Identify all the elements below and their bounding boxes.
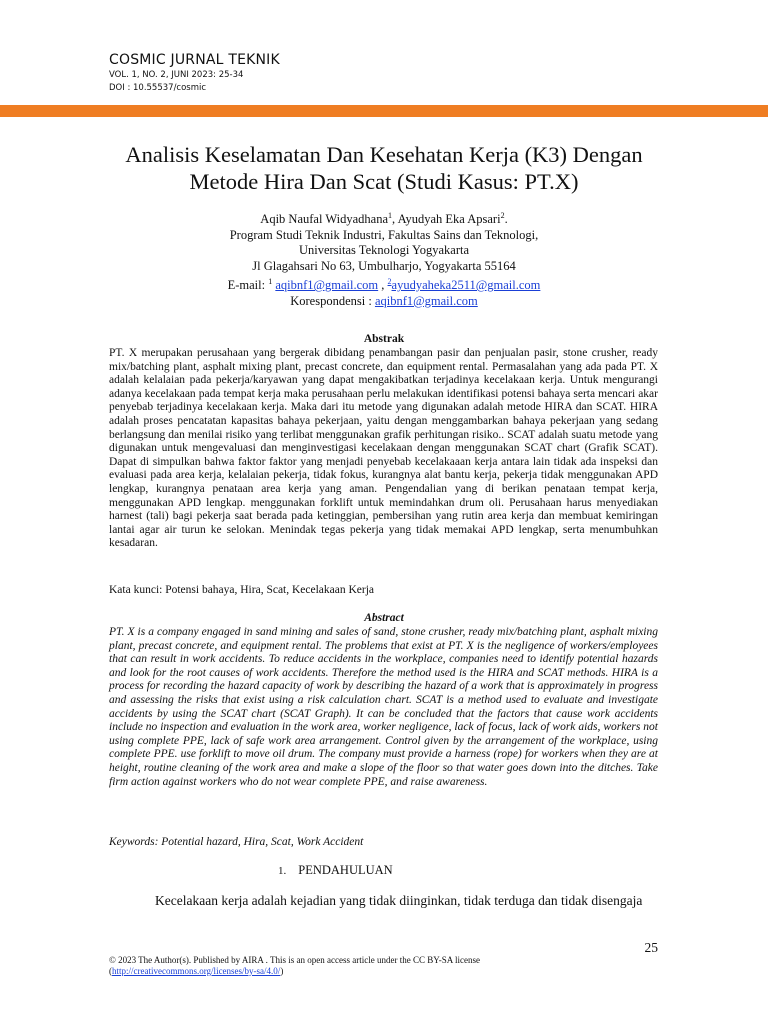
email-label: E-mail: [227, 278, 269, 293]
affiliation-line1: Program Studi Teknik Industri, Fakultas Sains dan Teknologi, [229, 227, 539, 242]
license-footer [109, 955, 480, 977]
section-title: PENDAHULUAN [298, 863, 393, 877]
abstract-heading: Abstract [364, 612, 404, 624]
author-separator: , [392, 212, 398, 227]
email-1-link[interactable]: aqibnf1@gmail.com [275, 278, 379, 293]
license-text: © 2023 The Author(s). Published by AIRA . This is an open access article under the CC BY-SA license [109, 955, 480, 965]
journal-header [109, 52, 280, 94]
section-number: 1. [278, 865, 287, 877]
email-line [60, 274, 708, 294]
author-end: . [504, 212, 508, 227]
author-block [60, 208, 708, 309]
abstract-keywords: Keywords: Potential hazard, Hira, Scat, Work Accident [109, 836, 364, 848]
abstrak-body: PT. X merupakan perusahaan yang bergerak dibidang penambangan pasir dan penjualan pasir, stone crusher, ready mix/batching plant, asphalt mixing plant, precast concrete, dan equipment rental. Permasalahan yang ada pada PT. X adalah kelalaian pada pekerja/karyawan yang dapat mengakibatkan terjadinya kecelakaan kerja. Untuk mengurangi adanya kecelakaan pada tempat kerja maka perusahaan perlu melakukan identifikasi potensi bahaya serta mencari akar penyebab terjadinya kecelakaan kerja. Maka dari itu metode yang digunakan adalah metode HIRA dan SCAT. HIRA adalah proses pencatatan kapasitas bahaya pekerjaan, yaitu dengan menggambarkan bahaya pekerjaan yang sedang berlangsung dan menilai risiko yang terlibat menggunakan grafik perhitungan risiko.. SCAT adalah suatu metode yang digunakan untuk mengevaluasi dan menginvestigasi kecelakaan dengan menggunakan SCAT chart (Grafik SCAT). Dapat di simpulkan bahwa faktor faktor yang menjadi penyebab kecelakaaan kerja antara lain tidak ada inspeksi dan evaluasi pada area kerja, kelalaian pekerja, tidak fokus, kurangnya alat bantu kerja, pekerja tidak menggunakan APD lengkap, kurangnya penataan area kerja yang aman. Pengendalian yang di berikan penataan tempat kerja, menggunakan APD lengkap. menggunakan forklift untuk memindahkan drum oli. Perusahaan harus menyediakan harnest (tali) bagi pekerja saat berada pada ketinggian, pembersihan yang rutin area kerja dan membuat kemiringan lantai agar air turun ke selokan. Menindak tegas pekerja yang tidak memakai APD lengkap, serta menumbuhkan kesadaran. [109, 347, 658, 550]
address: Jl Glagahsari No 63, Umbulharjo, Yogyakarta 55164 [252, 258, 516, 273]
license-url-open: ( [109, 966, 112, 976]
section-heading-pendahuluan [278, 863, 393, 878]
author-1-sup: 1 [388, 211, 392, 220]
paper-title-line1: Analisis Keselamatan Dan Kesehatan Kerja (K3) Dengan [125, 142, 643, 167]
correspondence-label: Korespondensi : [290, 293, 375, 308]
license-url-link[interactable]: http://creativecommons.org/licenses/by-sa/4.0/ [112, 966, 281, 976]
abstract-body: PT. X is a company engaged in sand mining and sales of sand, stone crusher, ready mix/batching plant, asphalt mixing plant, precast concrete, and equipment rental. The problems that exist at PT. X is the negligence of workers/employees that can result in work accidents. To reduce accidents in the workplace, companies need to identify potential hazards and look for the root causes of work accidents. Therefore the method used is the HIRA and SCAT methods. HIRA is a process for recording the hazard capacity of work by describing the hazard of a work that is approximately in progress and assessing the risks that exist using a risk calculation chart. SCAT is a method used to evaluate and investigate accidents by using the SCAT chart (SCAT Graph). It can be concluded that the factors that cause work accidents include no inspection and evaluation in the work area, worker negligence, lack of focus, lack of work aids, workers not using complete PPE, lack of safe work area arrangement. Control given by the arrangement of the workplace, using complete PPE. use forklift to move oil drum. The company must provide a harness (rope) for workers when they are at height, routine cleaning of the work area and make a slope of the floor so that water goes down into the ditches. Take firm action against workers who do not wear complete PPE, and raise awareness. [109, 626, 658, 788]
email-separator: , [378, 278, 388, 293]
email-2-sup: 2 [387, 277, 392, 287]
abstrak-keywords: Kata kunci: Potensi bahaya, Hira, Scat, Kecelakaan Kerja [109, 584, 375, 596]
correspondence-line [60, 294, 708, 310]
header-accent-bar [0, 105, 768, 117]
author-2: Ayudyah Eka Apsari [397, 212, 501, 227]
correspondence-email-link[interactable]: aqibnf1@gmail.com [374, 293, 478, 308]
journal-doi: DOI : 10.55537/cosmic [109, 83, 207, 93]
author-1: Aqib Naufal Widyadhana [260, 212, 388, 227]
author-names [60, 208, 708, 228]
intro-first-line: Kecelakaan kerja adalah kejadian yang tidak diinginkan, tidak terduga dan tidak disengaja [155, 893, 643, 908]
abstrak-heading: Abstrak [363, 333, 405, 345]
license-url-line [109, 966, 480, 977]
paper-title [60, 141, 708, 195]
page-number: 25 [644, 940, 658, 955]
email-1-sup: 1 [268, 277, 273, 287]
paper-title-line2: Metode Hira Dan Scat (Studi Kasus: PT.X) [189, 169, 579, 194]
journal-name: COSMIC JURNAL TEKNIK [109, 52, 280, 68]
license-url-close: ) [280, 966, 284, 976]
email-2-link[interactable]: ayudyaheka2511@gmail.com [391, 278, 541, 293]
journal-volume: VOL. 1, NO. 2, JUNI 2023: 25-34 [109, 70, 244, 80]
author-2-sup: 2 [500, 211, 505, 220]
affiliation-line2: Universitas Teknologi Yogyakarta [298, 243, 470, 258]
